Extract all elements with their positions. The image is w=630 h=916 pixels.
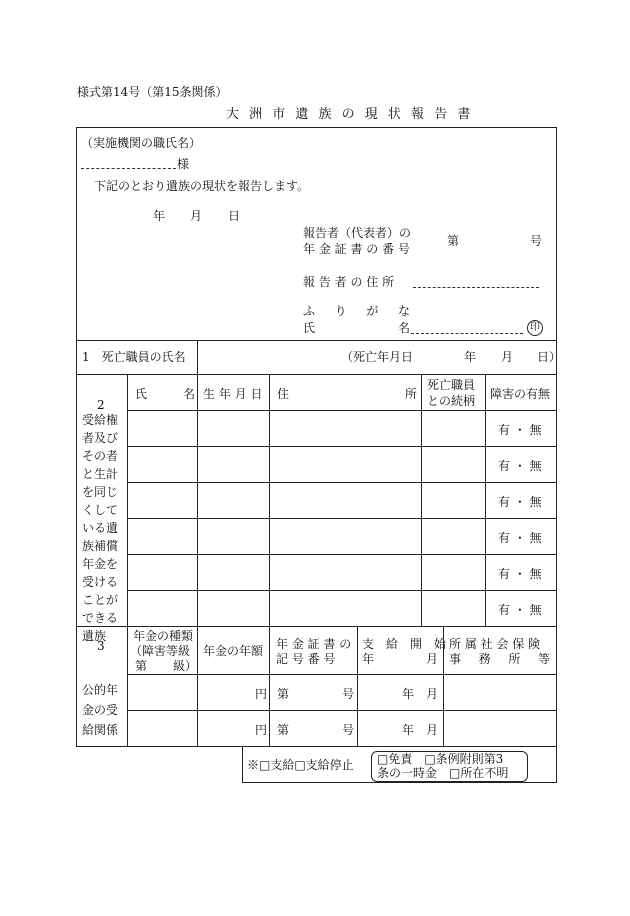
col-name-a: 氏 — [135, 387, 148, 401]
agency-label: （実施機関の職氏名） — [81, 136, 202, 150]
shimei-shi: 氏 — [303, 321, 316, 335]
cert-gou: 号 — [342, 687, 355, 701]
death-day: 日） — [537, 350, 562, 364]
disability-choice[interactable]: 有 ・ 無 — [498, 459, 542, 473]
pay-year: 年 — [402, 723, 415, 737]
col-disability: 障害の有無 — [490, 387, 551, 401]
section2-number: 2 — [97, 398, 105, 412]
col-type-1: 年金の種類 — [133, 629, 194, 643]
section3-top — [76, 626, 557, 627]
section3-side-label: 公的年 金の受 給関係 — [81, 683, 118, 737]
cert-dai: 第 — [277, 687, 290, 701]
col-address-b: 所 — [405, 387, 418, 401]
col-cert-1: 年 金 証 書 の — [276, 637, 352, 651]
frame-bottom — [76, 746, 557, 747]
col-pay-2b: 月 — [426, 652, 439, 666]
footer-box-right — [556, 746, 557, 783]
section1-label: 1 死亡職員の氏名 — [82, 350, 186, 364]
reporter-cert-label-2: 年 金 証 書 の 番 号 — [303, 242, 410, 256]
col-office-2: 事 務 所 等 — [449, 652, 550, 666]
intro-text: 下記のとおり遺族の現状を報告します。 — [94, 179, 310, 193]
footer-check-left[interactable]: ※□支給□支給停止 — [247, 758, 354, 772]
disability-choice[interactable]: 有 ・ 無 — [498, 531, 542, 545]
section2-col1 — [127, 374, 128, 626]
disability-choice[interactable]: 有 ・ 無 — [498, 495, 542, 509]
reporter-cert-gou: 号 — [530, 234, 543, 248]
col-type-3b: 級） — [173, 659, 198, 673]
date-month-label: 月 — [190, 209, 203, 223]
frame-left — [76, 127, 77, 747]
disability-choice[interactable]: 有 ・ 無 — [498, 423, 542, 437]
col-birth: 生 年 月 日 — [203, 387, 263, 401]
agency-name-line[interactable] — [81, 168, 176, 169]
reporter-name-line[interactable] — [411, 333, 523, 334]
frame-top — [76, 127, 557, 128]
amount-yen: 円 — [255, 687, 268, 701]
date-year-label: 年 — [153, 209, 166, 223]
disability-choice[interactable]: 有 ・ 無 — [498, 603, 542, 617]
col-address-a: 住 — [277, 387, 290, 401]
col-name-b: 名 — [183, 387, 196, 401]
footer-check-right-1[interactable]: □免責 □条例附則第3 — [377, 752, 504, 766]
frame-right — [556, 127, 557, 747]
seal-mark: 印 — [527, 320, 543, 336]
form-title: 大 洲 市 遺 族 の 現 状 報 告 書 — [226, 107, 474, 122]
cert-gou: 号 — [342, 723, 355, 737]
pay-month: 月 — [426, 687, 439, 701]
col-pay-1: 支 給 開 始 — [362, 637, 447, 651]
col-relation-1: 死亡職員 — [427, 378, 476, 392]
reporter-cert-dai: 第 — [447, 234, 460, 248]
pay-year: 年 — [402, 687, 415, 701]
date-day-label: 日 — [228, 209, 241, 223]
footer-box-left — [242, 746, 243, 783]
reporter-cert-label-1: 報告者（代表者）の — [303, 226, 412, 240]
shimei-mei: 名 — [398, 321, 411, 335]
section2-side-label: 受給権 者及び その者 と生計 を同じ くして いる遺 族補償 年金を 受ける ことが できる 遺族 — [81, 413, 118, 643]
amount-yen: 円 — [255, 723, 268, 737]
section1-top — [76, 340, 557, 341]
col-cert-2: 記 号 番 号 — [276, 652, 336, 666]
footer-box-bottom — [242, 782, 557, 783]
reporter-address-label: 報 告 者 の 住 所 — [303, 275, 395, 289]
cert-dai: 第 — [277, 723, 290, 737]
furigana-label: ふ り が な — [303, 304, 410, 318]
footer-check-right-2[interactable]: 条の一時金 □所在不明 — [377, 766, 509, 780]
pay-month: 月 — [426, 723, 439, 737]
col-type-3a: 第 — [135, 659, 148, 673]
col-pay-2a: 年 — [362, 652, 375, 666]
death-date-label: （死亡年月日 — [341, 350, 414, 364]
col-relation-2: との続柄 — [427, 394, 476, 408]
form-number: 様式第14号（第15条関係） — [77, 85, 228, 99]
col-office-1: 所 属 社 会 保 険 — [449, 637, 541, 651]
section3-number: 3 — [97, 639, 105, 653]
col-type-2: （障害等級 — [130, 644, 191, 658]
death-year: 年 — [464, 350, 477, 364]
section1-divider — [197, 340, 198, 374]
sama-label: 様 — [177, 157, 190, 171]
disability-choice[interactable]: 有 ・ 無 — [498, 567, 542, 581]
col-amount: 年金の年額 — [203, 644, 264, 658]
death-month: 月 — [501, 350, 514, 364]
reporter-address-line[interactable] — [413, 287, 539, 288]
